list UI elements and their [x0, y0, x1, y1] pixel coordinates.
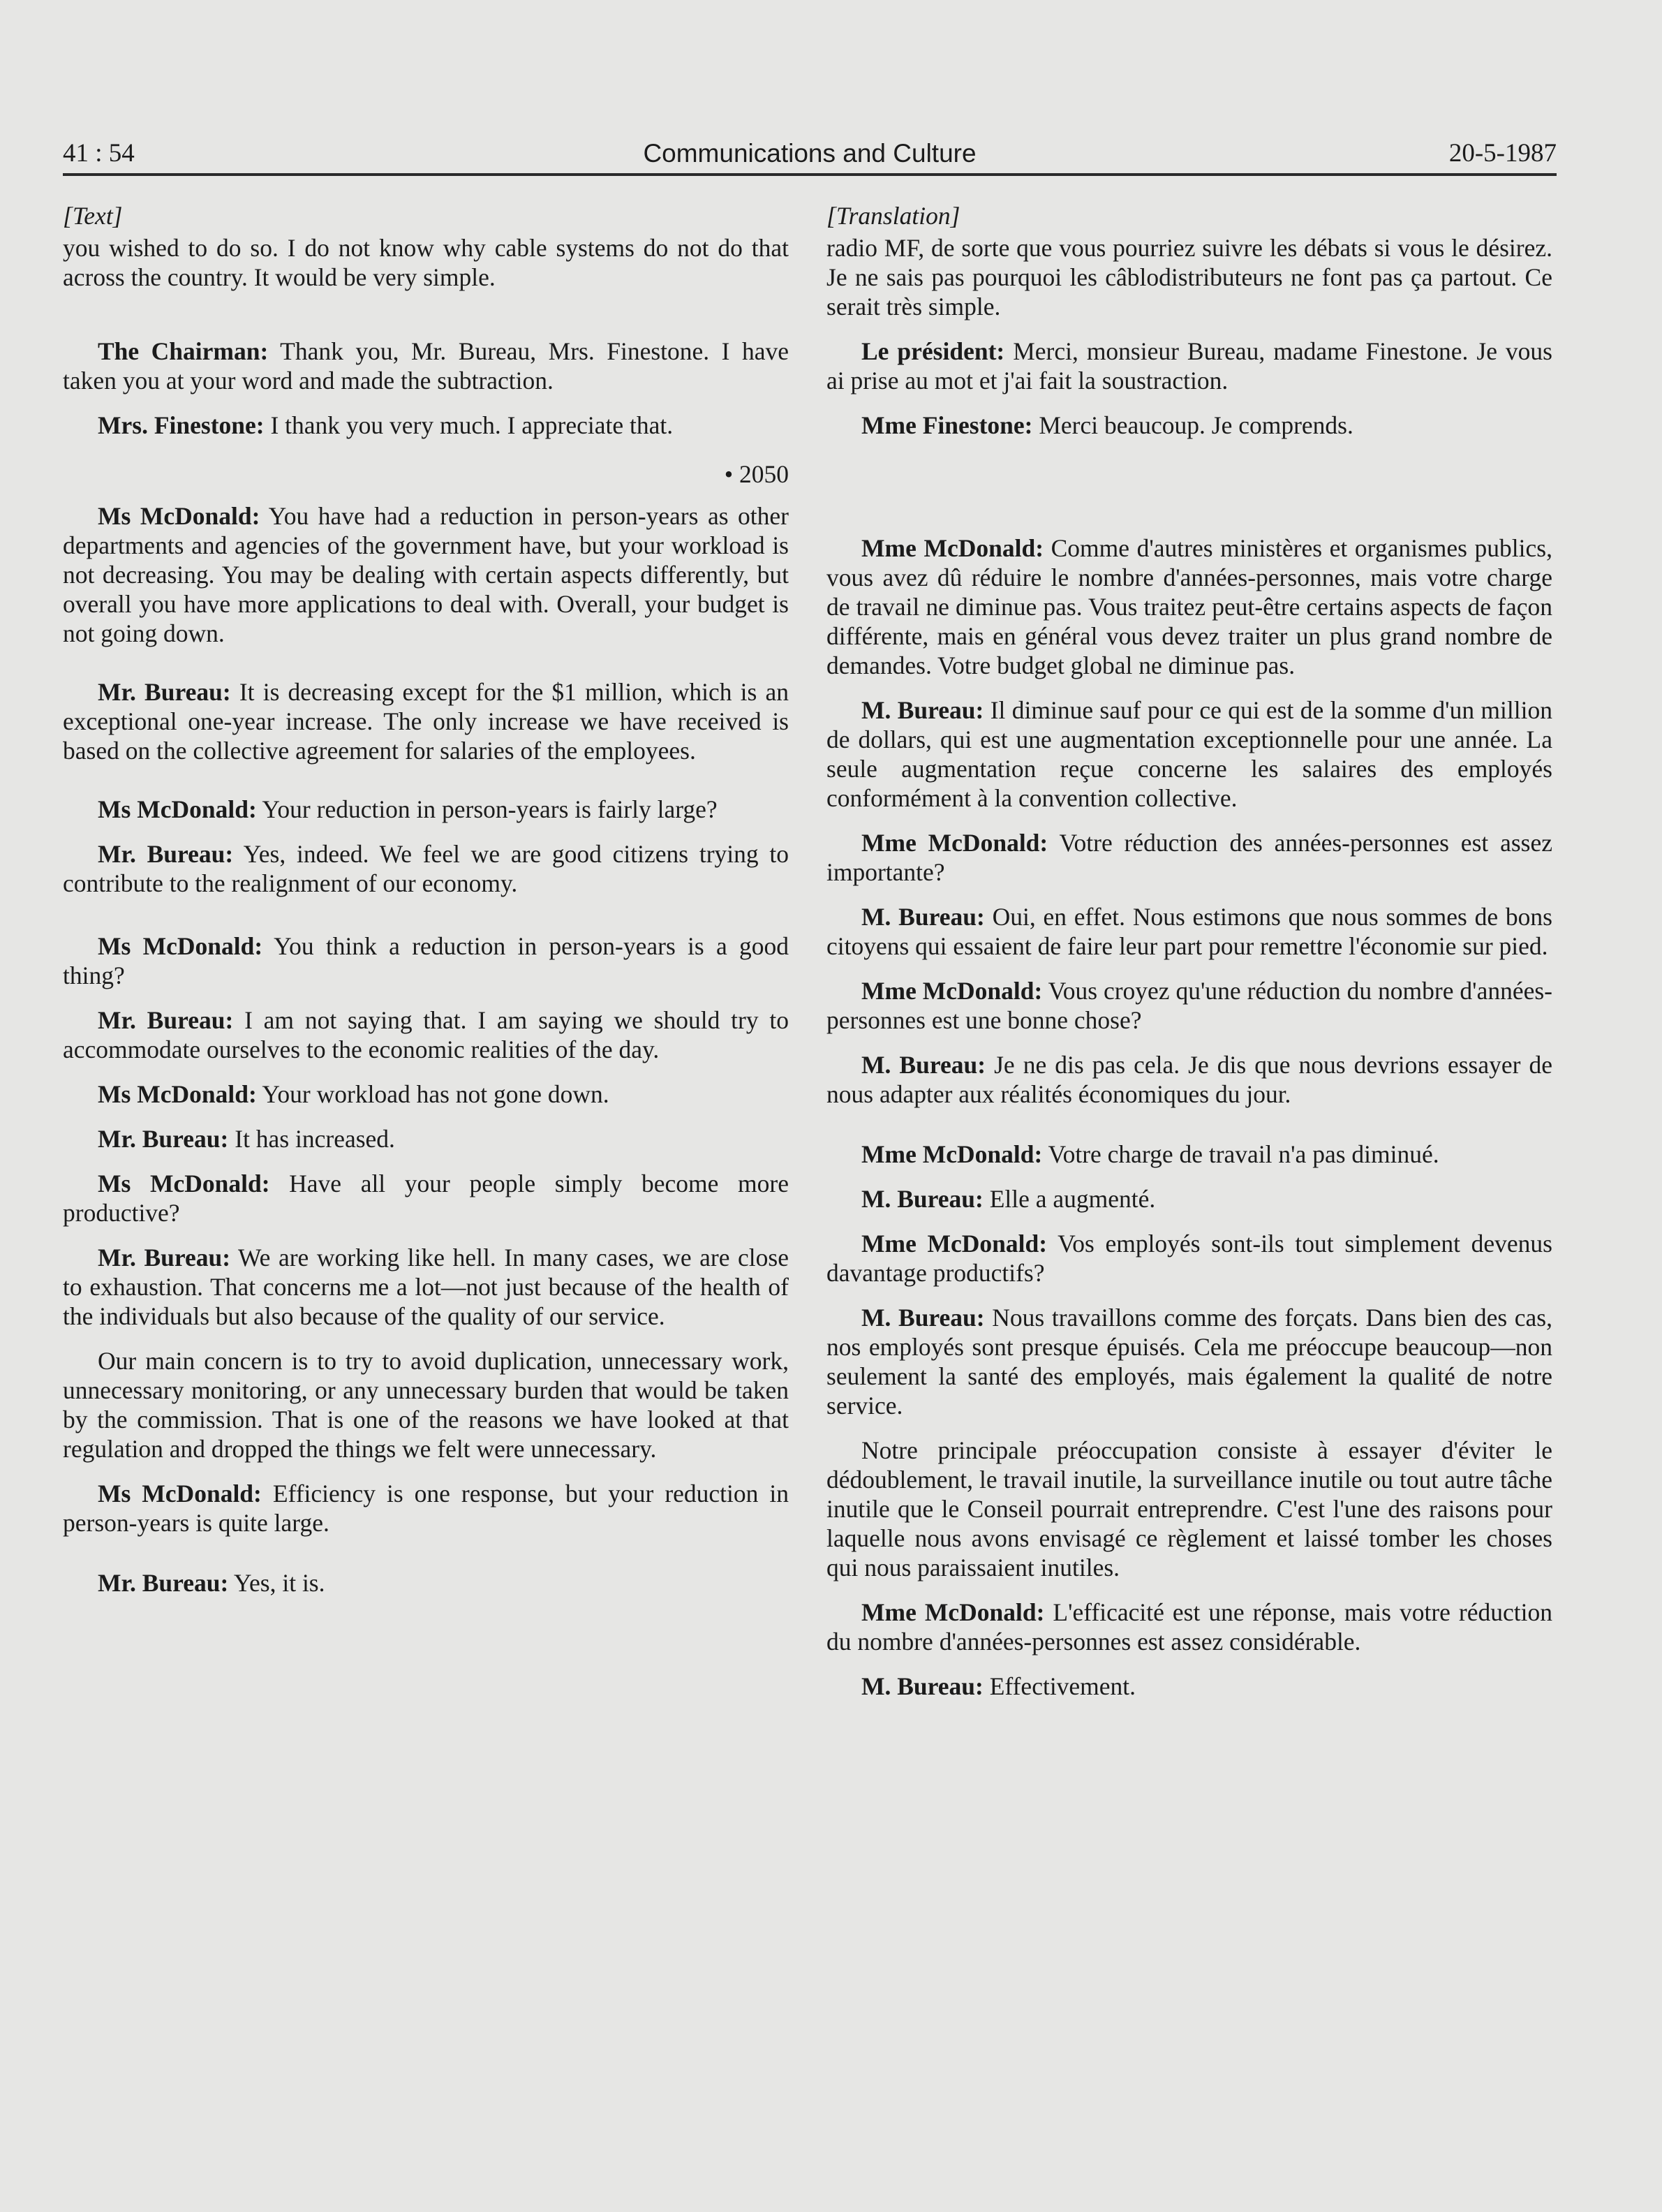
paragraph [826, 976, 1552, 1035]
speaker-name: M. Bureau: [861, 1051, 986, 1079]
paragraph [826, 1598, 1552, 1656]
speech-text: We are working like hell. In many cases, we are close to exhaustion. That concerns me a lot—not just because of the health of the individuals but also because of the quality of our service. [63, 1244, 789, 1330]
page-header [63, 137, 1557, 179]
paragraph [826, 1229, 1552, 1288]
paragraph [63, 1079, 789, 1109]
speech-text: Vous croyez qu'une réduction du nombre d'années-personnes est une bonne chose? [826, 977, 1552, 1034]
time-marker: • 2050 [724, 460, 789, 488]
paragraph [826, 1303, 1552, 1420]
speaker-name: Mme Finestone: [861, 411, 1033, 439]
speech-text: Merci, monsieur Bureau, madame Finestone. Je vous ai prise au mot et j'ai fait la soustraction. [826, 337, 1552, 395]
paragraph [826, 411, 1552, 440]
language-label: [Translation] [826, 202, 960, 230]
language-label: [Text] [63, 202, 123, 230]
speaker-name: Mr. Bureau: [98, 1006, 234, 1034]
paragraph [826, 1184, 1552, 1214]
speaker-name: Mme McDonald: [861, 534, 1044, 562]
paragraph [63, 1568, 789, 1598]
paragraph [826, 902, 1552, 961]
paragraph [826, 1050, 1552, 1109]
speech-text: Je ne dis pas cela. Je dis que nous devrions essayer de nous adapter aux réalités économiques du jour. [826, 1051, 1552, 1108]
speaker-name: Mme McDonald: [861, 977, 1043, 1005]
speaker-name: M. Bureau: [861, 1304, 985, 1332]
paragraph [63, 839, 789, 898]
speech-text: Thank you, Mr. Bureau, Mrs. Finestone. I have taken you at your word and made the subtraction. [63, 337, 789, 395]
speech-text: Have all your people simply become more productive? [63, 1170, 789, 1227]
paragraph [826, 695, 1552, 813]
speaker-name: Ms McDonald: [98, 932, 263, 960]
paragraph [63, 677, 789, 765]
speaker-name: Ms McDonald: [98, 1080, 257, 1108]
speech-text: Yes, indeed. We feel we are good citizens trying to contribute to the realignment of our economy. [63, 840, 789, 897]
paragraph [63, 795, 789, 824]
publication-title: Communications and Culture [643, 139, 977, 168]
speaker-name: Ms McDonald: [98, 795, 257, 823]
speaker-name: Le président: [861, 337, 1005, 365]
english-column [63, 201, 789, 2184]
paragraph [826, 533, 1552, 680]
speech-text: Effectivement. [983, 1672, 1136, 1700]
speech-text: Votre réduction des années-personnes est assez importante? [826, 829, 1552, 886]
speech-text: Merci beaucoup. Je comprends. [1032, 411, 1353, 439]
paragraph [63, 501, 789, 648]
speech-text: Oui, en effet. Nous estimons que nous sommes de bons citoyens qui essaient de faire leur part pour remettre l'économie sur pied. [826, 903, 1552, 960]
speech-text: Il diminue sauf pour ce qui est de la somme d'un million de dollars, qui est une augmentation exceptionnelle pour une année. La seule augmentation reçue concerne les salaires des employés conformément à la convention collective. [826, 696, 1552, 812]
speech-text: Vos employés sont-ils tout simplement devenus davantage productifs? [826, 1230, 1552, 1287]
paragraph: you wished to do so. I do not know why cable systems do not do that across the country. It would be very simple. [63, 234, 789, 291]
speech-text: Votre charge de travail n'a pas diminué. [1042, 1140, 1439, 1168]
speaker-name: Ms McDonald: [98, 502, 260, 530]
paragraph: Our main concern is to try to avoid duplication, unnecessary work, unnecessary monitoring, or any unnecessary burden that would be taken by the commission. That is one of the reasons we have looked at that regulation and dropped the things we felt were unnecessary. [63, 1347, 789, 1463]
speech-text: Elle a augmenté. [983, 1185, 1156, 1213]
speech-text: I thank you very much. I appreciate that. [264, 411, 674, 439]
speaker-name: M. Bureau: [861, 1185, 984, 1213]
speaker-name: M. Bureau: [861, 903, 985, 931]
speech-text: L'efficacité est une réponse, mais votre réduction du nombre d'années-personnes est assez considérable. [826, 1598, 1552, 1656]
header-rule [63, 173, 1557, 176]
speech-text: Yes, it is. [228, 1569, 325, 1597]
speech-text: I am not saying that. I am saying we should try to accommodate ourselves to the economic realities of the day. [63, 1006, 789, 1063]
paragraph [63, 337, 789, 395]
speech-text: It is decreasing except for the $1 million, which is an exceptional one-year increase. The only increase we have received is based on the collective agreement for salaries of the employees. [63, 678, 789, 765]
speech-text: You have had a reduction in person-years as other departments and agencies of the government have, but your workload is not decreasing. You may be dealing with certain aspects differently, but overall you have more applications to deal with. Overall, your budget is not going down. [63, 502, 789, 647]
speaker-name: Mme McDonald: [861, 829, 1048, 857]
paragraph: radio MF, de sorte que vous pourriez suivre les débats si vous le désirez. Je ne sais pas pourquoi les câblodistributeurs ne font pas ça partout. Ce serait très simple. [826, 234, 1552, 320]
paragraph [63, 1479, 789, 1538]
speaker-name: The Chairman: [98, 337, 269, 365]
paragraph [63, 1169, 789, 1227]
page-date: 20-5-1987 [1448, 139, 1557, 168]
speech-text: Nous travaillons comme des forçats. Dans bien des cas, nos employés sont presque épuisés. Cela me préoccupe beaucoup—non seulement la santé des employés, mais également la qualité de notre service. [826, 1304, 1552, 1420]
speech-text: It has increased. [228, 1125, 395, 1153]
speaker-name: Mme McDonald: [861, 1140, 1043, 1168]
paragraph: Notre principale préoccupation consiste à essayer d'éviter le dédoublement, le travail inutile, la surveillance inutile ou tout autre tâche inutile que le Conseil pourrait entreprendre. C'est l'une des raisons pour laquelle nous avons envisagé ce règlement et laissé tomber les choses qui nous paraissaient inutiles. [826, 1436, 1552, 1581]
speaker-name: M. Bureau: [861, 696, 984, 724]
speech-text: Comme d'autres ministères et organismes publics, vous avez dû réduire le nombre d'années-personnes, mais votre charge de travail ne diminue pas. Vous traitez peut-être certains aspects de façon différente, mais en général vous devez traiter un plus grand nombre de demandes. Votre budget global ne diminue pas. [826, 534, 1552, 679]
speech-text: Efficiency is one response, but your reduction in person-years is quite large. [63, 1480, 789, 1537]
speaker-name: Mr. Bureau: [98, 840, 234, 868]
paragraph [826, 337, 1552, 395]
french-column [826, 201, 1552, 2184]
paragraph [826, 828, 1552, 887]
speaker-name: M. Bureau: [861, 1672, 984, 1700]
speech-text: You think a reduction in person-years is a good thing? [63, 932, 789, 989]
speaker-name: Mr. Bureau: [98, 1125, 229, 1153]
speaker-name: Mr. Bureau: [98, 1569, 229, 1597]
speech-text: Your workload has not gone down. [256, 1080, 609, 1108]
paragraph [826, 1140, 1552, 1169]
page-number: 41 : 54 [63, 139, 135, 168]
speaker-name: Mr. Bureau: [98, 678, 231, 706]
paragraph [63, 931, 789, 990]
speaker-name: Mrs. Finestone: [98, 411, 265, 439]
speaker-name: Mr. Bureau: [98, 1244, 231, 1271]
speaker-name: Mme McDonald: [861, 1230, 1048, 1258]
paragraph [63, 411, 789, 440]
speaker-name: Mme McDonald: [861, 1598, 1045, 1626]
speaker-name: Ms McDonald: [98, 1480, 262, 1507]
paragraph [63, 1243, 789, 1331]
paragraph [63, 1124, 789, 1153]
paragraph [826, 1672, 1552, 1701]
speaker-name: Ms McDonald: [98, 1170, 270, 1197]
speech-text: Your reduction in person-years is fairly large? [256, 795, 718, 823]
paragraph [63, 1005, 789, 1064]
